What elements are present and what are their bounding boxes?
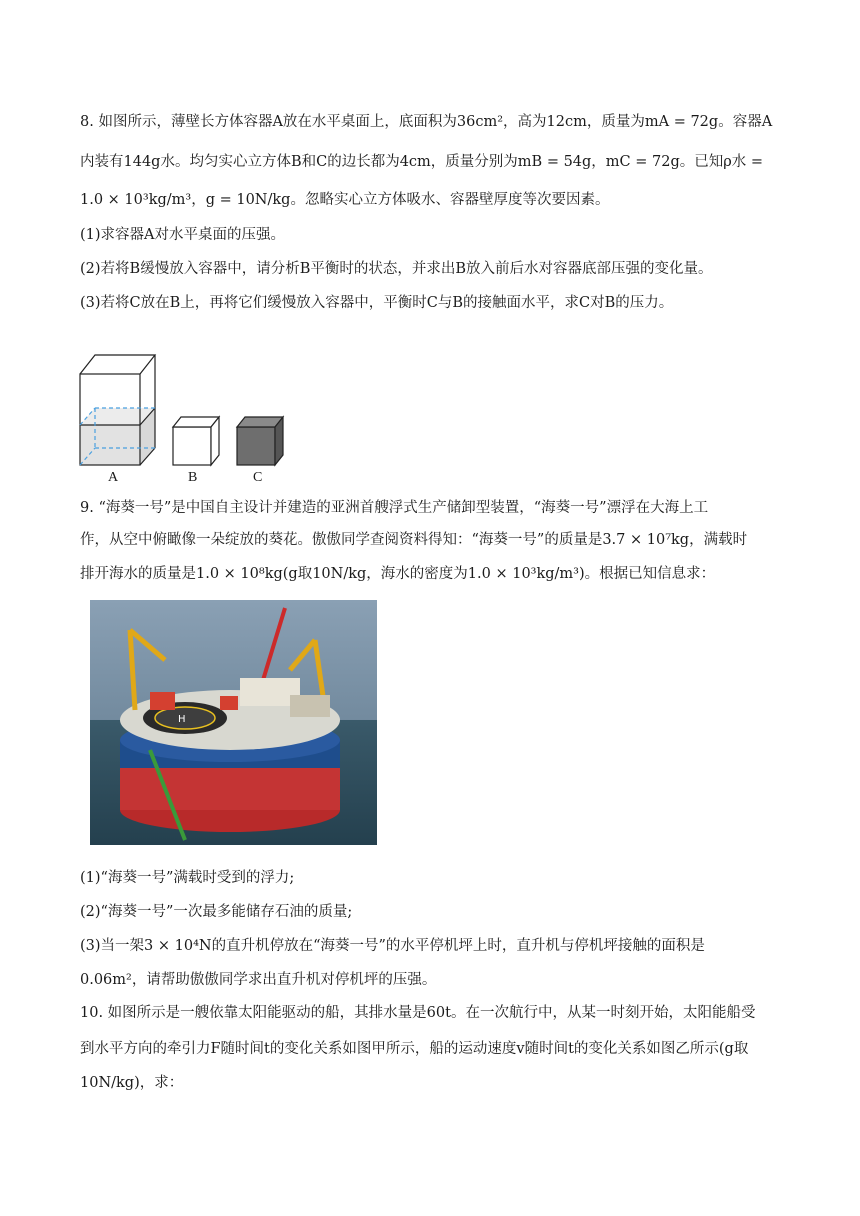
q9-subquestion-2: (2)“海葵一号”一次最多能储存石油的质量; bbox=[80, 904, 353, 920]
q9-text-line-3: 排开海水的质量是1.0 × 10⁸kg(g取10N/kg，海水的密度为1.0 × 10³kg/m³)。根据已知信息求： bbox=[80, 566, 716, 582]
q8-figure bbox=[75, 350, 290, 470]
q8-subquestion-1: (1)求容器A对水平桌面的压强。 bbox=[80, 227, 286, 243]
q8-text-line-1: 8. 如图所示，薄壁长方体容器A放在水平桌面上，底面积为36cm²，高为12cm，质量为mA = 72g。容器A bbox=[80, 114, 773, 130]
q10-text-line-3: 10N/kg)，求： bbox=[80, 1075, 184, 1091]
container-a-diagram bbox=[80, 355, 155, 465]
figure-label-b: B bbox=[188, 470, 198, 485]
cube-b-diagram bbox=[173, 417, 219, 465]
cube-c-diagram bbox=[237, 417, 283, 465]
q10-text-line-2: 到水平方向的牵引力F随时间t的变化关系如图甲所示，船的运动速度v随时间t的变化关系如图乙所示(g取 bbox=[80, 1041, 749, 1057]
q9-text-line-2: 作，从空中俯瞰像一朵绽放的葵花。傲傲同学查阅资料得知：“海葵一号”的质量是3.7 × 10⁷kg，满载时 bbox=[80, 532, 748, 548]
q9-subquestion-3-line-1: (3)当一架3 × 10⁴N的直升机停放在“海葵一号”的水平停机坪上时，直升机与停机坪接触的面积是 bbox=[80, 938, 705, 954]
platform-photo bbox=[90, 600, 377, 845]
figure-label-c: C bbox=[253, 470, 263, 485]
q8-subquestion-3: (3)若将C放在B上，再将它们缓慢放入容器中，平衡时C与B的接触面水平，求C对B的压力。 bbox=[80, 295, 674, 311]
figure-label-a: A bbox=[108, 470, 119, 485]
q8-text-line-2: 内装有144g水。均匀实心立方体B和C的边长都为4cm，质量分别为mB = 54g，mC = 72g。已知ρ水 = bbox=[80, 154, 764, 170]
q10-text-line-1: 10. 如图所示是一艘依靠太阳能驱动的船，其排水量是60t。在一次航行中，从某一时刻开始，太阳能船受 bbox=[80, 1005, 756, 1021]
q9-subquestion-1: (1)“海葵一号”满载时受到的浮力; bbox=[80, 870, 295, 886]
svg-text:H: H bbox=[178, 714, 186, 725]
q8-subquestion-2: (2)若将B缓慢放入容器中，请分析B平衡时的状态，并求出B放入前后水对容器底部压强的变化量。 bbox=[80, 261, 713, 277]
q9-subquestion-3-line-2: 0.06m²，请帮助傲傲同学求出直升机对停机坪的压强。 bbox=[80, 972, 437, 988]
q8-text-line-3: 1.0 × 10³kg/m³，g = 10N/kg。忽略实心立方体吸水、容器壁厚度等次要因素。 bbox=[80, 192, 610, 208]
q9-text-line-1: 9. “海葵一号”是中国自主设计并建造的亚洲首艘浮式生产储卸型装置，“海葵一号”漂浮在大海上工 bbox=[80, 500, 709, 516]
